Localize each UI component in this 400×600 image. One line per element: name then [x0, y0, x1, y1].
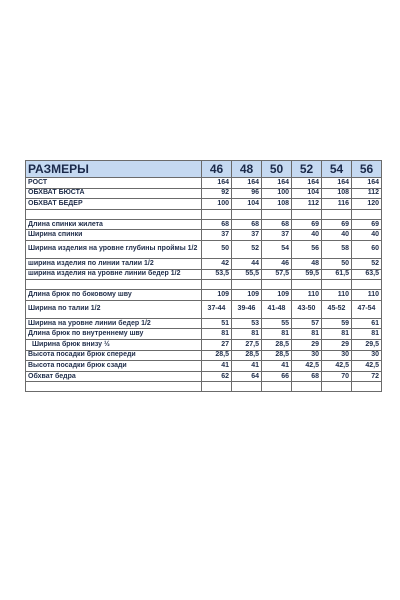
row-value: 27,5 — [232, 339, 262, 350]
row-value: 110 — [292, 290, 322, 301]
table-row — [26, 300, 382, 318]
row-value: 52 — [352, 258, 382, 269]
table-spacer-cell — [202, 280, 232, 290]
row-value: 41 — [232, 361, 262, 372]
row-label: Длина спинки жилета — [26, 219, 202, 230]
row-value: 110 — [322, 290, 352, 301]
row-value: 104 — [292, 188, 322, 199]
row-label: ОБХВАТ БЕДЕР — [26, 199, 202, 210]
row-value: 29,5 — [352, 339, 382, 350]
header-label: РАЗМЕРЫ — [26, 161, 202, 178]
table-spacer-row — [26, 280, 382, 290]
row-label: Длина брюк по боковому шву — [26, 290, 202, 301]
row-value: 42 — [202, 258, 232, 269]
row-value: 81 — [322, 329, 352, 340]
row-value: 60 — [352, 240, 382, 258]
table-row — [26, 178, 382, 189]
header-size: 52 — [292, 161, 322, 178]
row-value: 40 — [352, 230, 382, 241]
row-label: Высота посадки брюк спереди — [26, 350, 202, 361]
row-value: 110 — [352, 290, 382, 301]
row-value: 104 — [232, 199, 262, 210]
row-value: 116 — [322, 199, 352, 210]
row-value: 69 — [352, 219, 382, 230]
row-label: ОБХВАТ БЮСТА — [26, 188, 202, 199]
row-value: 68 — [262, 219, 292, 230]
row-value: 43-50 — [292, 300, 322, 318]
row-value: 40 — [292, 230, 322, 241]
row-value: 53 — [232, 318, 262, 329]
table-row — [26, 339, 382, 350]
table-row — [26, 350, 382, 361]
row-value: 62 — [202, 371, 232, 382]
table-spacer-cell — [322, 382, 352, 392]
row-value: 41 — [262, 361, 292, 372]
row-value: 46 — [262, 258, 292, 269]
table-row — [26, 290, 382, 301]
row-value: 58 — [322, 240, 352, 258]
row-value: 50 — [202, 240, 232, 258]
row-value: 164 — [352, 178, 382, 189]
header-size: 56 — [352, 161, 382, 178]
row-value: 100 — [202, 199, 232, 210]
row-value: 47-54 — [352, 300, 382, 318]
row-value: 68 — [202, 219, 232, 230]
row-value: 48 — [292, 258, 322, 269]
row-value: 100 — [262, 188, 292, 199]
row-value: 69 — [292, 219, 322, 230]
row-value: 63,5 — [352, 269, 382, 280]
table-row — [26, 199, 382, 210]
table-row — [26, 318, 382, 329]
row-value: 37 — [232, 230, 262, 241]
table-spacer-cell — [26, 280, 202, 290]
table-spacer-cell — [322, 280, 352, 290]
row-value: 92 — [202, 188, 232, 199]
row-value: 52 — [232, 240, 262, 258]
row-label: ширина изделия по линии талии 1/2 — [26, 258, 202, 269]
row-value: 112 — [292, 199, 322, 210]
row-value: 109 — [202, 290, 232, 301]
table-row — [26, 269, 382, 280]
row-value: 29 — [322, 339, 352, 350]
row-value: 164 — [292, 178, 322, 189]
row-value: 57,5 — [262, 269, 292, 280]
table-spacer-cell — [232, 382, 262, 392]
table-spacer-row — [26, 382, 382, 392]
row-value: 28,5 — [262, 339, 292, 350]
row-value: 28,5 — [202, 350, 232, 361]
row-value: 55,5 — [232, 269, 262, 280]
row-value: 28,5 — [232, 350, 262, 361]
table-spacer-cell — [232, 209, 262, 219]
row-value: 44 — [232, 258, 262, 269]
row-value: 69 — [322, 219, 352, 230]
size-chart-body — [26, 161, 382, 392]
row-value: 164 — [202, 178, 232, 189]
table-spacer-cell — [292, 209, 322, 219]
row-label: Высота посадки брюк сзади — [26, 361, 202, 372]
row-value: 70 — [322, 371, 352, 382]
row-value: 41 — [202, 361, 232, 372]
row-value: 37 — [262, 230, 292, 241]
row-value: 109 — [232, 290, 262, 301]
row-value: 30 — [292, 350, 322, 361]
row-value: 96 — [232, 188, 262, 199]
row-value: 81 — [232, 329, 262, 340]
row-value: 61 — [352, 318, 382, 329]
row-label: Ширина по талии 1/2 — [26, 300, 202, 318]
row-value: 108 — [262, 199, 292, 210]
row-value: 164 — [262, 178, 292, 189]
table-spacer-cell — [292, 280, 322, 290]
table-row — [26, 258, 382, 269]
row-value: 108 — [322, 188, 352, 199]
row-value: 81 — [202, 329, 232, 340]
row-value: 164 — [322, 178, 352, 189]
table-row — [26, 188, 382, 199]
row-value: 39-46 — [232, 300, 262, 318]
row-value: 68 — [292, 371, 322, 382]
row-value: 164 — [232, 178, 262, 189]
row-value: 68 — [232, 219, 262, 230]
row-value: 45-52 — [322, 300, 352, 318]
row-value: 42,5 — [322, 361, 352, 372]
table-spacer-cell — [26, 382, 202, 392]
row-value: 51 — [202, 318, 232, 329]
row-value: 30 — [352, 350, 382, 361]
table-spacer-cell — [352, 209, 382, 219]
table-spacer-cell — [352, 382, 382, 392]
row-value: 64 — [232, 371, 262, 382]
table-spacer-cell — [262, 209, 292, 219]
row-value: 27 — [202, 339, 232, 350]
row-value: 56 — [292, 240, 322, 258]
row-value: 28,5 — [262, 350, 292, 361]
row-value: 59 — [322, 318, 352, 329]
row-value: 81 — [262, 329, 292, 340]
row-label: Обхват бедра — [26, 371, 202, 382]
table-spacer-cell — [292, 382, 322, 392]
table-row — [26, 329, 382, 340]
table-header-row — [26, 161, 382, 178]
row-label: Ширина изделия на уровне глубины проймы 1/2 — [26, 240, 202, 258]
row-value: 37 — [202, 230, 232, 241]
row-label: ширина изделия на уровне линии бедер 1/2 — [26, 269, 202, 280]
row-value: 41-48 — [262, 300, 292, 318]
table-spacer-cell — [232, 280, 262, 290]
table-spacer-cell — [202, 209, 232, 219]
row-value: 29 — [292, 339, 322, 350]
table-row — [26, 361, 382, 372]
row-value: 42,5 — [292, 361, 322, 372]
row-label: РОСТ — [26, 178, 202, 189]
row-label: Ширина на уровне линии бедер 1/2 — [26, 318, 202, 329]
table-row — [26, 371, 382, 382]
row-value: 54 — [262, 240, 292, 258]
row-value: 109 — [262, 290, 292, 301]
row-label: Ширина брюк внизу ½ — [26, 339, 202, 350]
row-value: 30 — [322, 350, 352, 361]
header-size: 50 — [262, 161, 292, 178]
row-value: 81 — [352, 329, 382, 340]
table-row — [26, 230, 382, 241]
table-spacer-cell — [352, 280, 382, 290]
row-value: 120 — [352, 199, 382, 210]
table-spacer-cell — [262, 280, 292, 290]
row-value: 55 — [262, 318, 292, 329]
row-value: 66 — [262, 371, 292, 382]
table-row — [26, 240, 382, 258]
row-value: 50 — [322, 258, 352, 269]
table-spacer-cell — [26, 209, 202, 219]
header-size: 46 — [202, 161, 232, 178]
table-spacer-cell — [202, 382, 232, 392]
table-spacer-cell — [322, 209, 352, 219]
header-size: 54 — [322, 161, 352, 178]
row-value: 61,5 — [322, 269, 352, 280]
row-value: 37-44 — [202, 300, 232, 318]
row-value: 40 — [322, 230, 352, 241]
row-value: 53,5 — [202, 269, 232, 280]
row-value: 57 — [292, 318, 322, 329]
table-spacer-cell — [262, 382, 292, 392]
table-spacer-row — [26, 209, 382, 219]
row-value: 59,5 — [292, 269, 322, 280]
table-row — [26, 219, 382, 230]
header-size: 48 — [232, 161, 262, 178]
row-value: 81 — [292, 329, 322, 340]
size-chart-table — [25, 160, 382, 392]
row-label: Длина брюк по внутреннему шву — [26, 329, 202, 340]
row-value: 42,5 — [352, 361, 382, 372]
row-value: 112 — [352, 188, 382, 199]
row-label: Ширина спинки — [26, 230, 202, 241]
row-value: 72 — [352, 371, 382, 382]
